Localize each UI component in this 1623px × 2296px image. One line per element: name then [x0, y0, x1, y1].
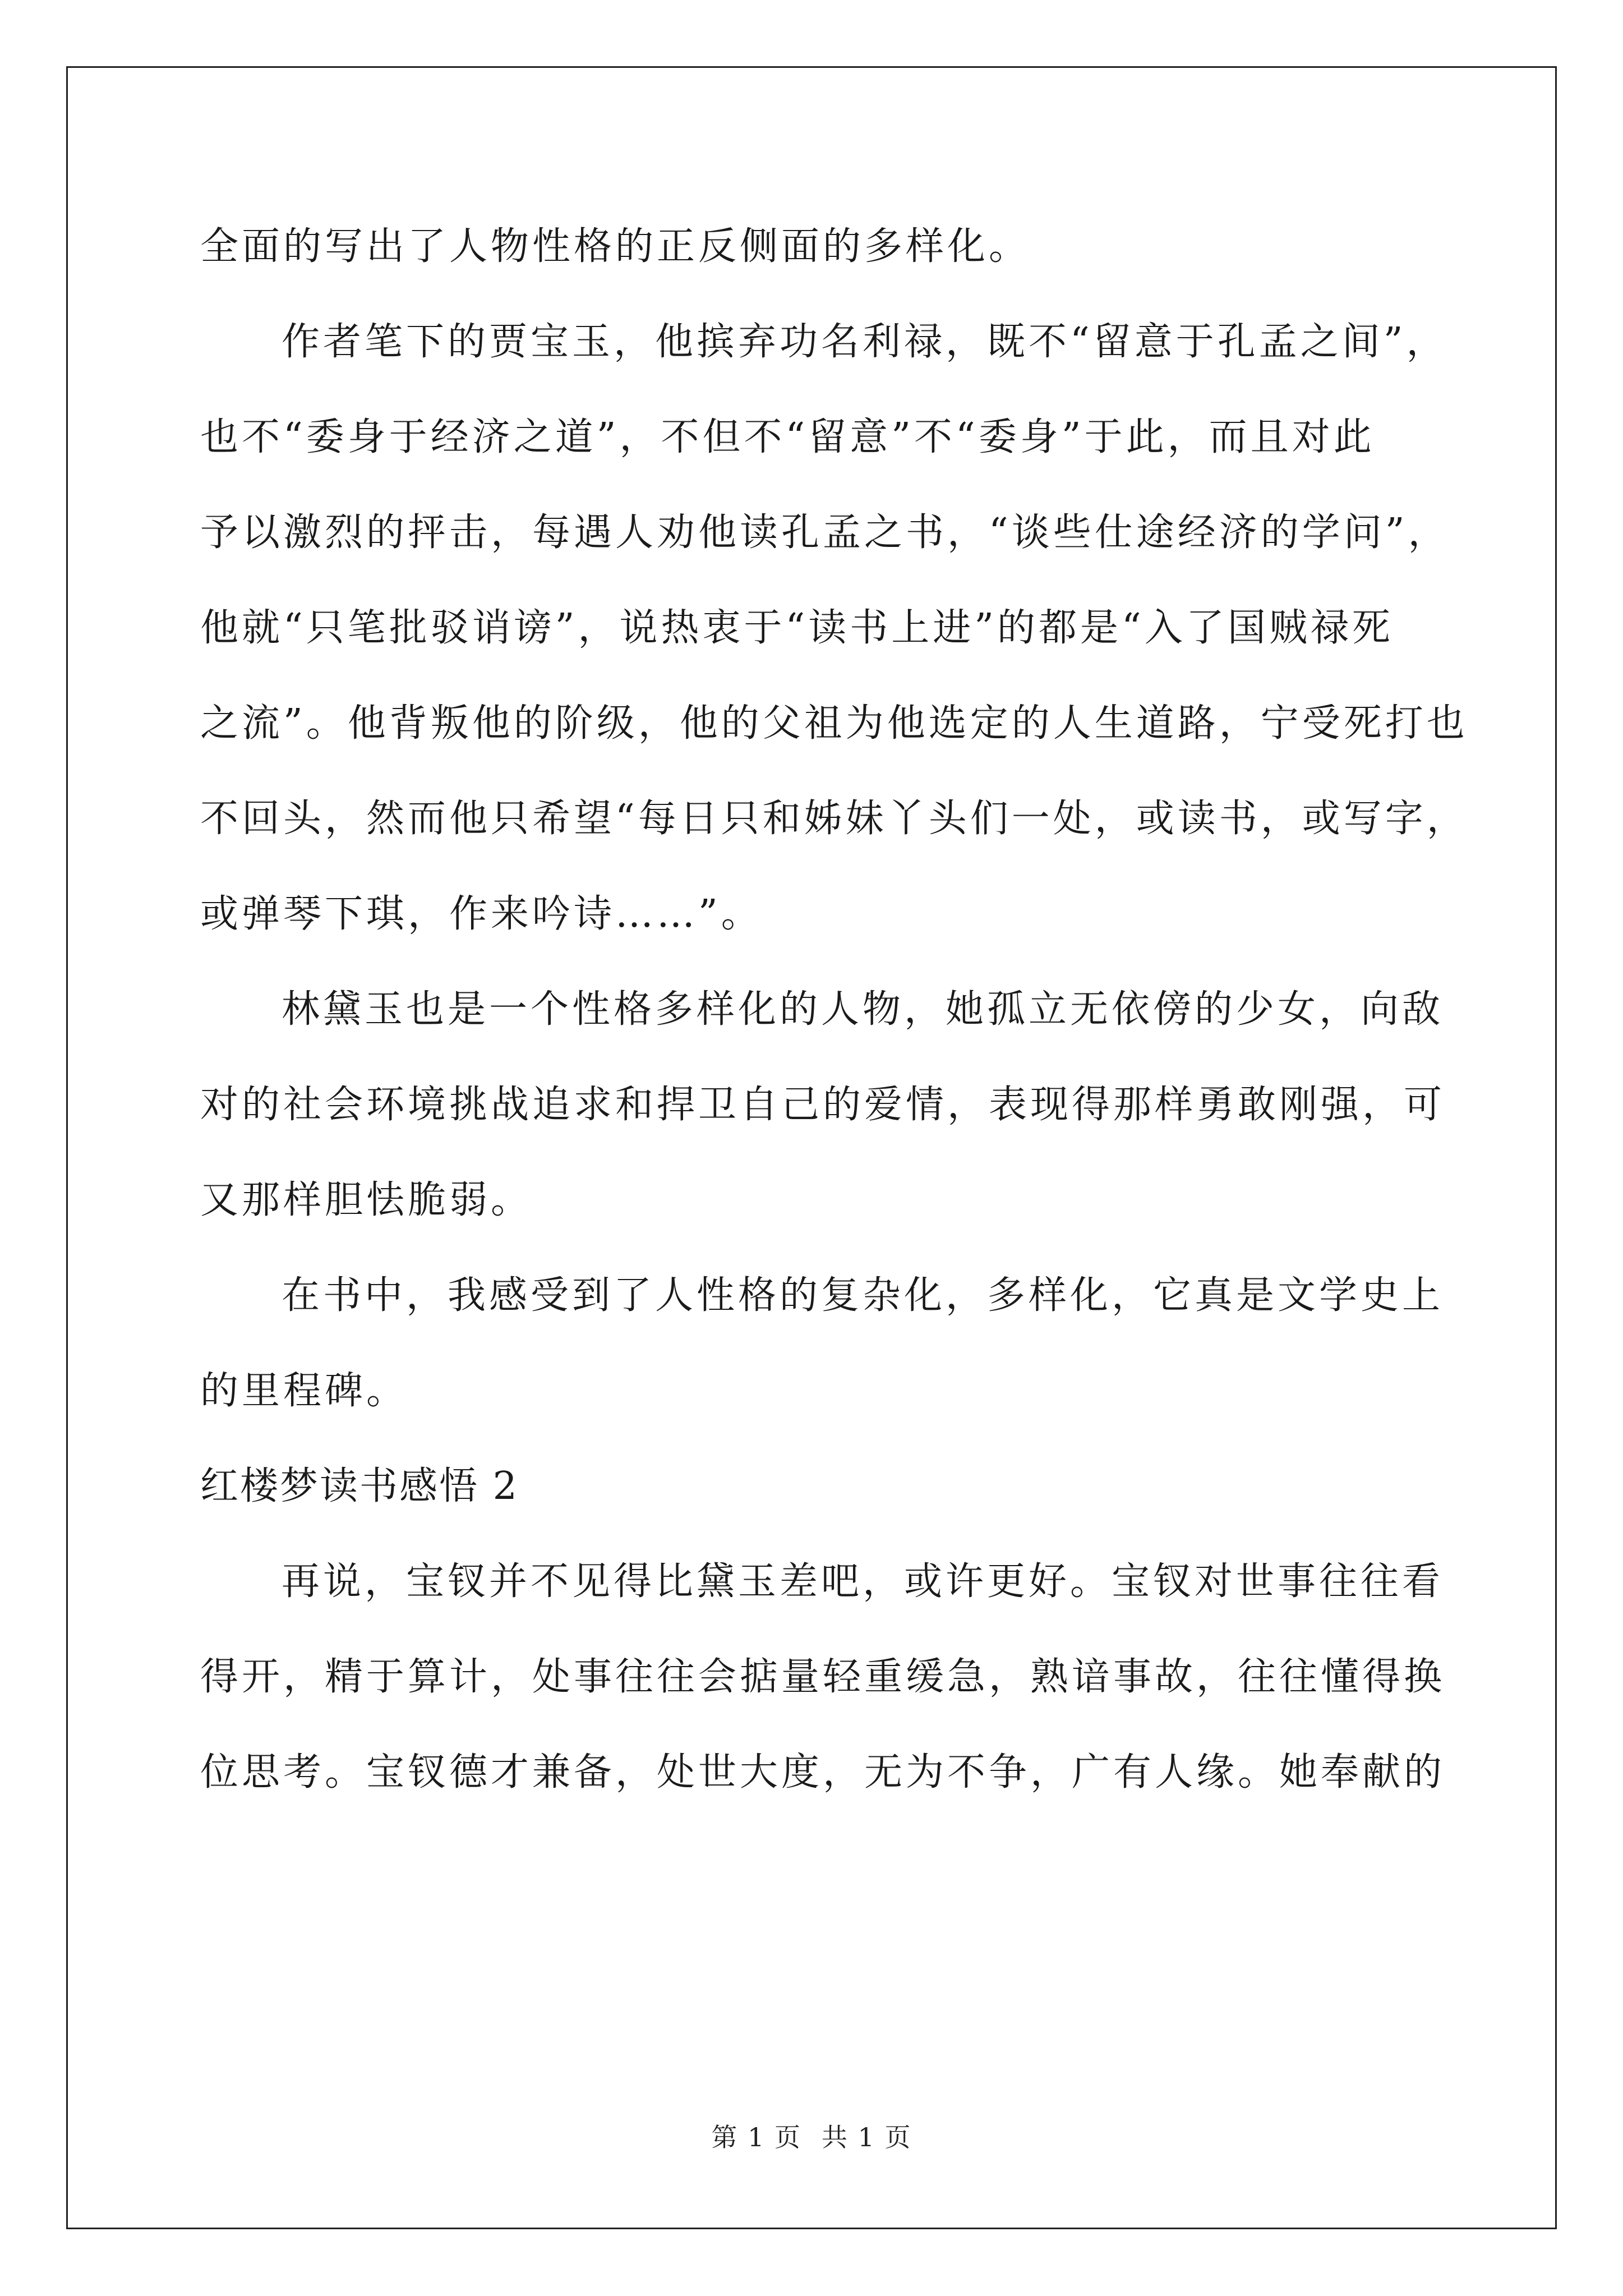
- text-line: 得开，精于算计，处事往往会掂量轻重缓急，熟谙事故，往往懂得换: [200, 1655, 1446, 1699]
- paragraph-start-line: 在书中，我感受到了人性格的复杂化，多样化，它真是文学史上: [282, 1273, 1444, 1318]
- text-line: 或弹琴下琪，作来吟诗……”。: [200, 892, 763, 936]
- section-heading: 红楼梦读书感悟 2: [200, 1464, 519, 1508]
- text-line: 的里程碑。: [200, 1369, 408, 1413]
- page-footer: [0, 2120, 1623, 2154]
- text-line: 不回头，然而他只希望“每日只和姊妹丫头们一处，或读书，或写字，: [200, 797, 1468, 841]
- paragraph-start-line: 再说，宝钗并不见得比黛玉差吧，或许更好。宝钗对世事往往看: [282, 1559, 1444, 1604]
- text-line: 他就“只笔批驳诮谤”，说热衷于“读书上进”的都是“入了国贼禄死: [200, 606, 1394, 650]
- paragraph-start-line: 作者笔下的贾宝玉，他摈弃功名利禄，既不“留意于孔孟之间”，: [282, 320, 1448, 364]
- page-border: [66, 66, 1557, 2229]
- page-number-total: 共 1 页: [822, 2122, 912, 2152]
- paragraph-start-line: 林黛玉也是一个性格多样化的人物，她孤立无依傍的少女，向敌: [282, 987, 1444, 1032]
- text-line: 又那样胆怯脆弱。: [200, 1178, 533, 1222]
- page-number-current: 第 1 页: [711, 2122, 801, 2152]
- text-line: 全面的写出了人物性格的正反侧面的多样化。: [200, 224, 1031, 269]
- text-line: 位思考。宝钗德才兼备，处世大度，无为不争，广有人缘。她奉献的: [200, 1750, 1446, 1795]
- text-line: 对的社会环境挑战追求和捍卫自己的爱情，表现得那样勇敢刚强，可: [200, 1083, 1446, 1127]
- text-line: 予以激烈的抨击，每遇人劝他读孔孟之书，“谈些仕途经济的学问”，: [200, 510, 1450, 555]
- text-line: 也不“委身于经济之道”，不但不“留意”不“委身”于此，而且对此: [200, 415, 1375, 459]
- text-line: 之流”。他背叛他的阶级，他的父祖为他选定的人生道路，宁受死打也: [200, 701, 1468, 746]
